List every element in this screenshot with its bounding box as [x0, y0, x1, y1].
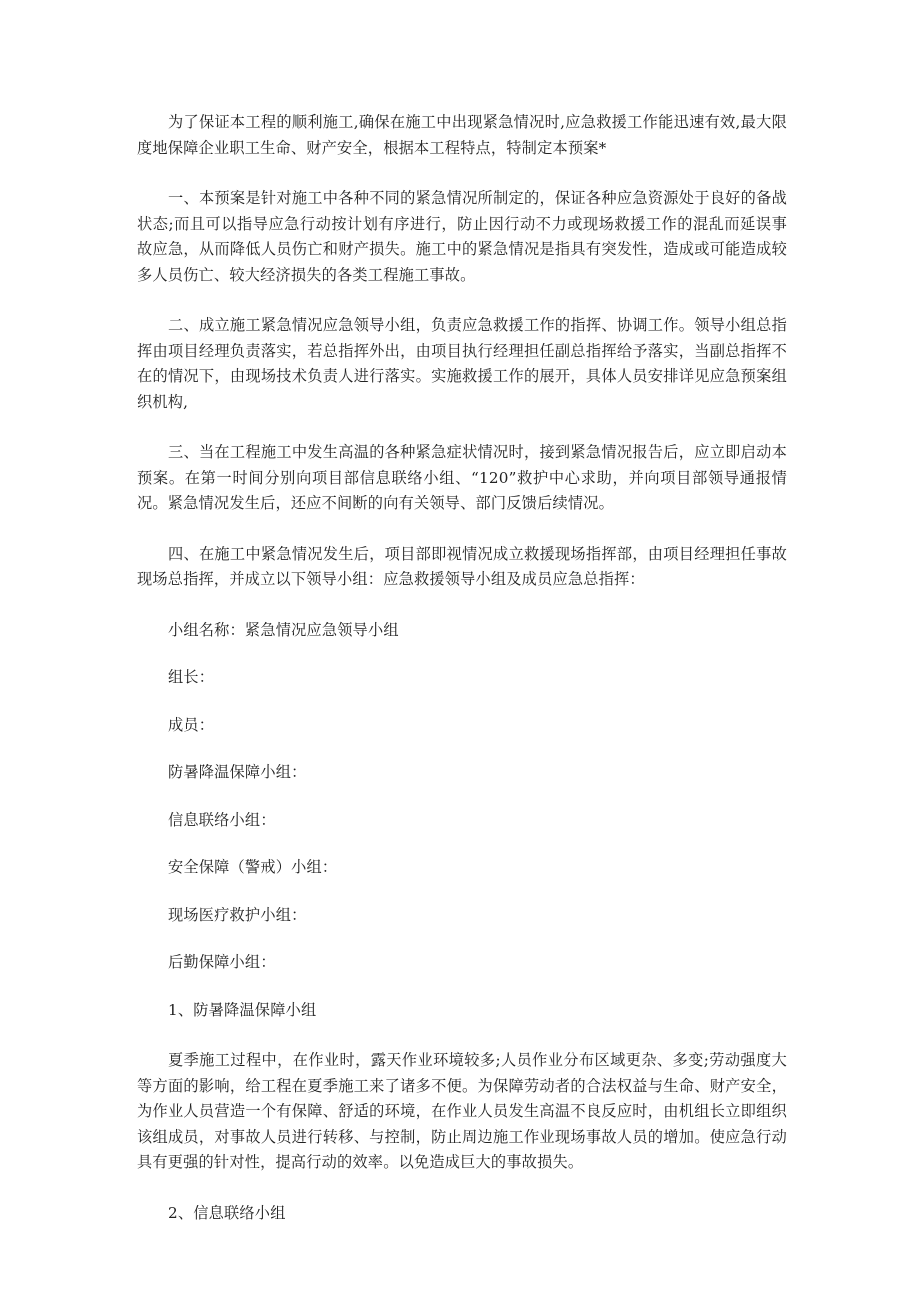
- intro-paragraph: 为了保证本工程的顺利施工,确保在施工中出现紧急情况时,应急救援工作能迅速有效,最大限度地保障企业职工生命、财产安全，根据本工程特点，特制定本预案*: [137, 113, 787, 157]
- section-1-heading: 1、防暑降温保障小组: [168, 1000, 317, 1019]
- liaison-group-line: 信息联络小组：: [168, 810, 276, 829]
- security-group-line: 安全保障（警戒）小组：: [168, 858, 338, 876]
- members-line: 成员：: [168, 715, 215, 734]
- document-body: [137, 110, 787, 1226]
- logistics-group-line: 后勤保障小组：: [168, 953, 276, 971]
- paragraph-3: 三、当在工程施工中发生高温的各种紧急症状情况时，接到紧急情况报告后，应立即启动本预案。在第一时间分别向项目部信息联络小组、“120”救护中心求助，并向项目部领导通报情况。紧急情况发生后，还应不间断的向有关领导、部门反馈后续情况。: [137, 443, 787, 512]
- cooling-group-line: 防暑降温保障小组：: [168, 763, 307, 781]
- group-name-line: 小组名称：紧急情况应急领导小组: [168, 620, 399, 639]
- section-1-body: 夏季施工过程中，在作业时，露天作业环境较多;人员作业分布区域更杂、多变;劳动强度大等方面的影响，给工程在夏季施工来了诸多不便。为保障劳动者的合法权益与生命、财产安全，为作业人员营造一个有保障、舒适的环境，在作业人员发生高温不良反应时，由机组长立即组织该组成员，对事故人员进行转移、与控制，防止周边施工作业现场事故人员的增加。使应急行动具有更强的针对性，提高行动的效率。以免造成巨大的事故损失。: [137, 1051, 787, 1171]
- paragraph-4: 四、在施工中紧急情况发生后，项目部即视情况成立救援现场指挥部，由项目经理担任事故现场总指挥，并成立以下领导小组：应急救援领导小组及成员应急总指挥：: [137, 544, 787, 588]
- leader-line: 组长：: [168, 668, 215, 686]
- section-2-heading: 2、信息联络小组: [168, 1203, 286, 1222]
- paragraph-1: 一、本预案是针对施工中各种不同的紧急情况所制定的，保证各种应急资源处于良好的备战状态;而且可以指导应急行动按计划有序进行，防止因行动不力或现场救援工作的混乱而延误事故应急，从而降低人员伤亡和财产损失。施工中的紧急情况是指具有突发性，造成或可能造成较多人员伤亡、较大经济损失的各类工程施工事故。: [137, 189, 787, 284]
- paragraph-2: 二、成立施工紧急情况应急领导小组，负责应急救援工作的指挥、协调工作。领导小组总指挥由项目经理负责落实，若总指挥外出，由项目执行经理担任副总指挥给予落实，当副总指挥不在的情况下，由现场技术负责人进行落实。实施救援工作的展开，具体人员安排详见应急预案组织机构,: [137, 316, 787, 411]
- medical-group-line: 现场医疗救护小组：: [168, 905, 307, 924]
